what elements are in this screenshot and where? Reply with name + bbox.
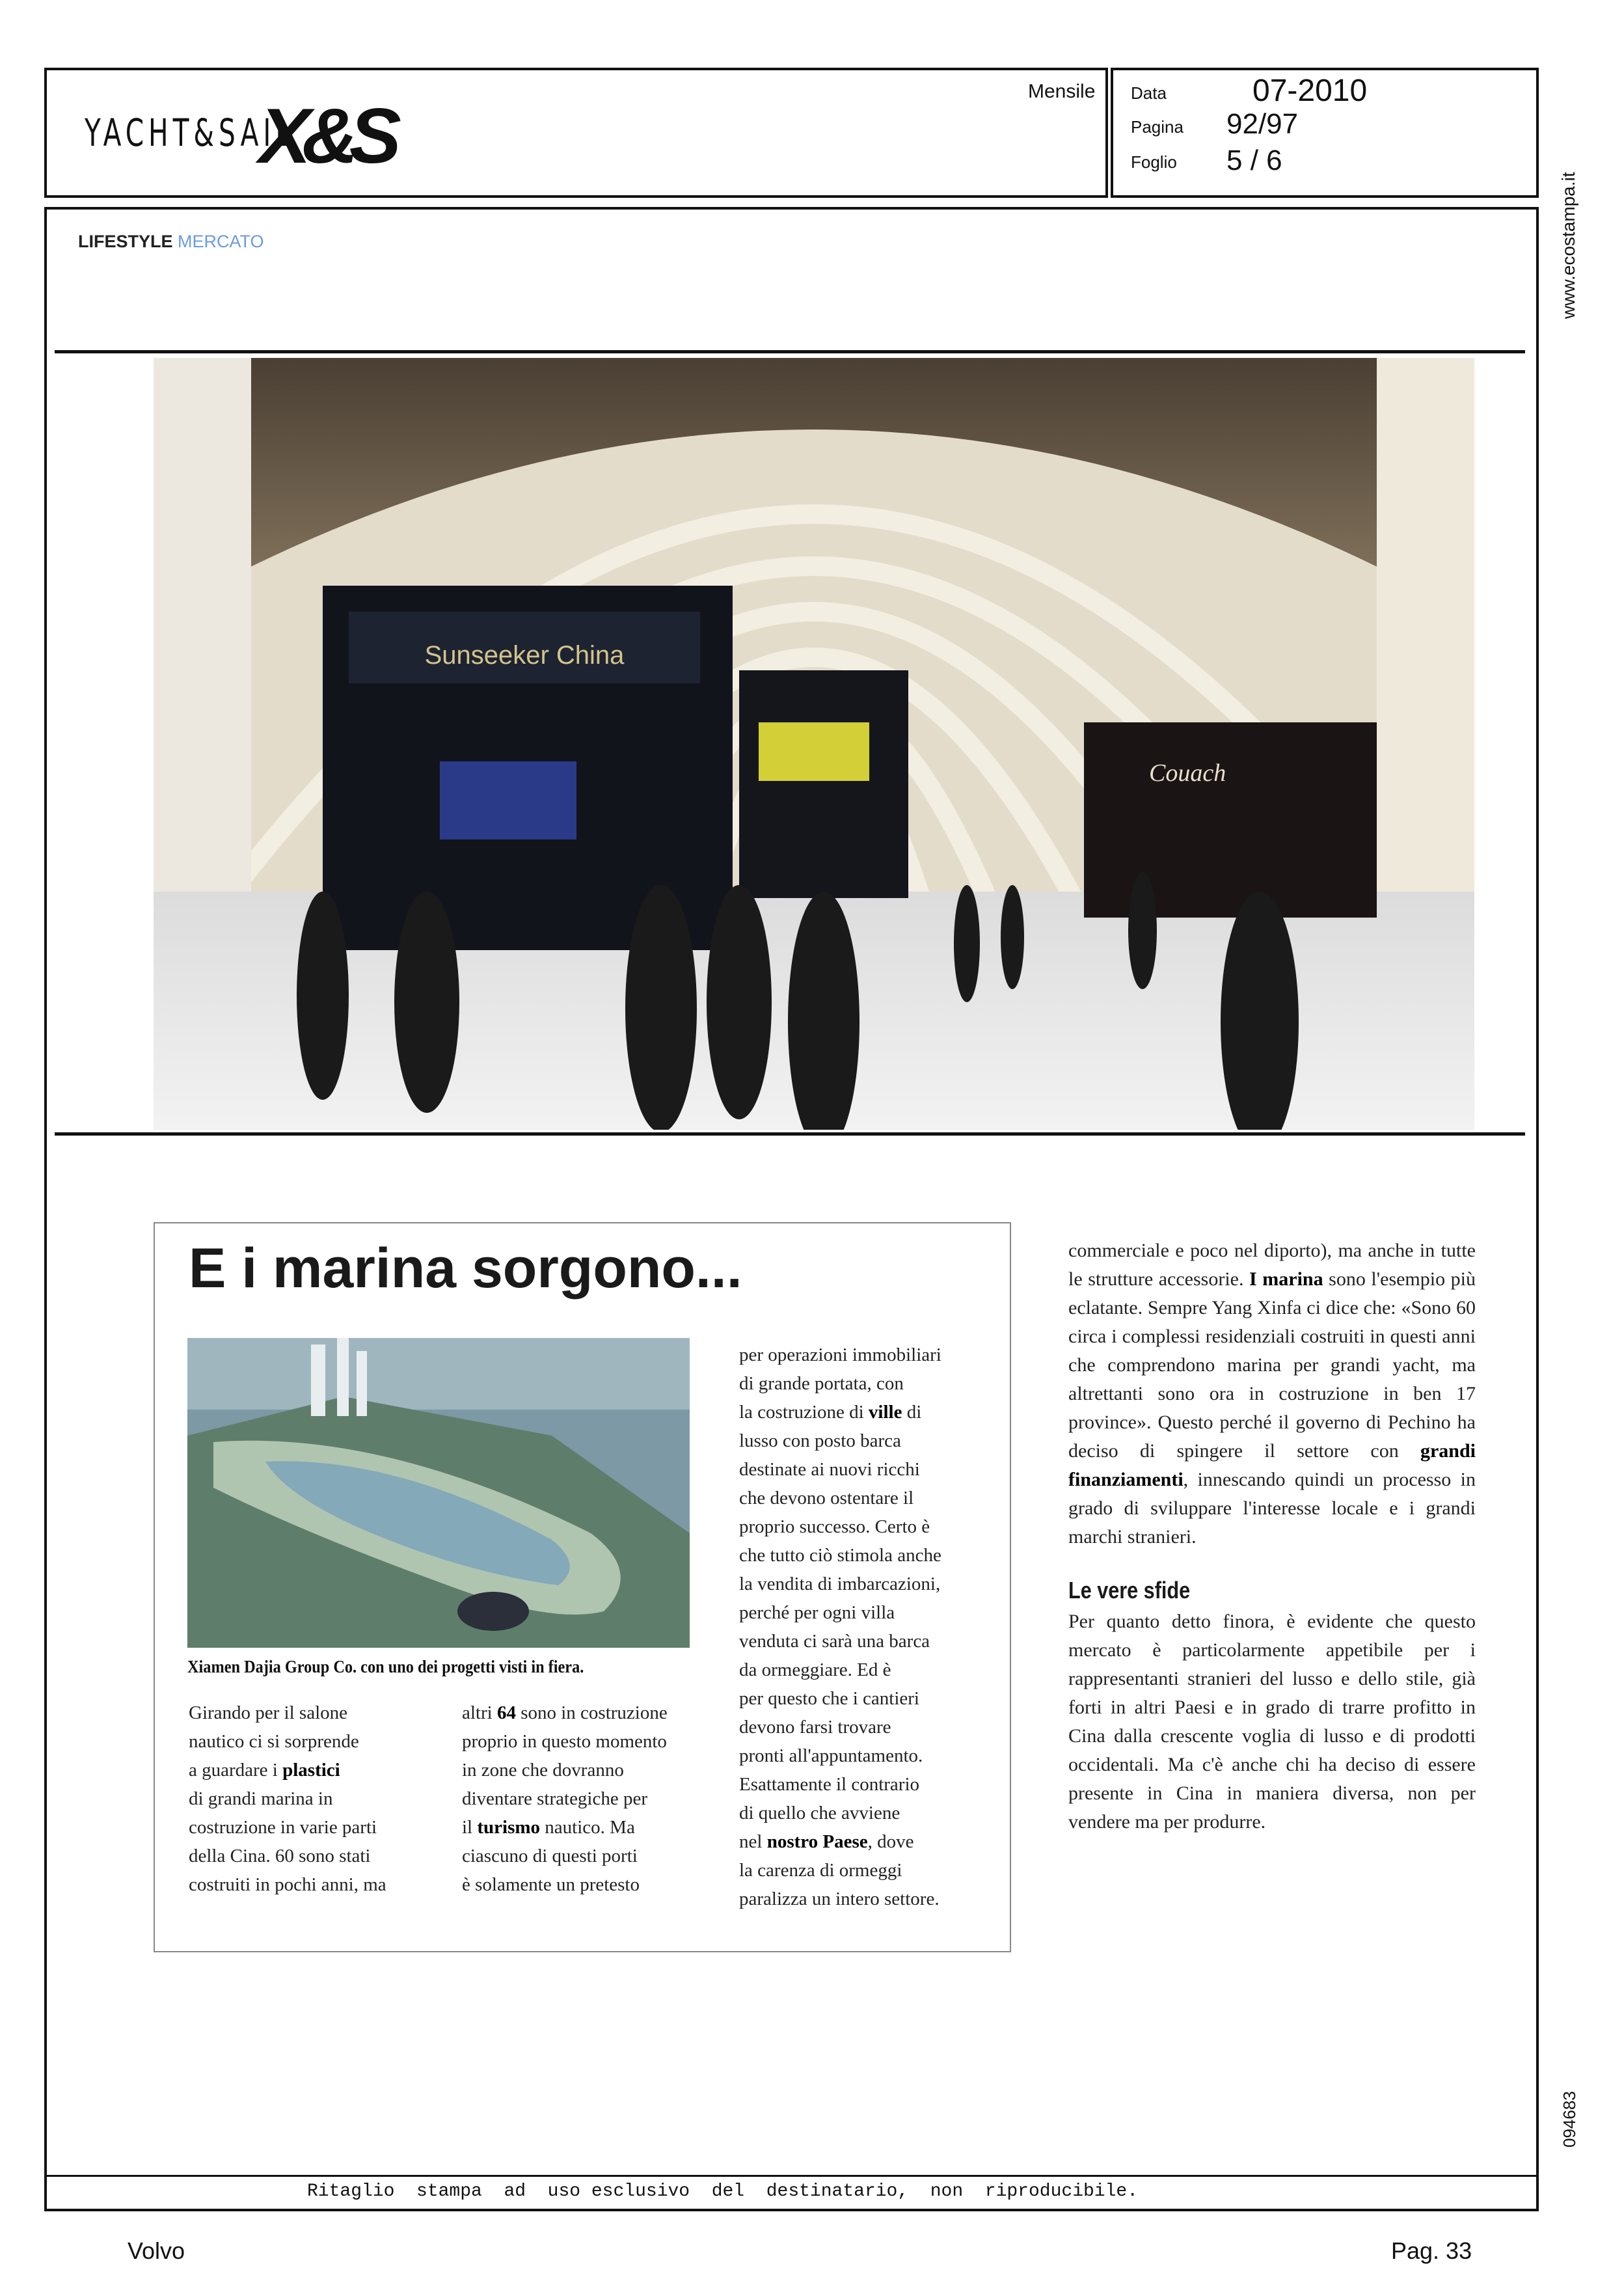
logo-text: YACHT&SAIL: [85, 111, 295, 155]
footer-page-number: Pag. 33: [1391, 2237, 1472, 2264]
box-col3-text: la costruzione di: [739, 1402, 869, 1423]
box-col2-bold: turismo: [477, 1817, 541, 1838]
box-col3-line: devono farsi trovare: [739, 1717, 891, 1738]
box-col1-line: di grandi marina in: [189, 1788, 333, 1809]
box-col2-line: in zone che dovranno: [462, 1760, 624, 1781]
article-subheading: Le vere sfide: [1068, 1577, 1191, 1603]
sheet-label: Foglio: [1131, 152, 1177, 172]
box-col1-line: costruiti in pochi anni, ma: [189, 1874, 386, 1895]
sheet-value: 5 / 6: [1226, 144, 1282, 176]
box-col2-line: ciascuno di questi porti: [462, 1846, 638, 1866]
couach-stand-text: Couach: [1149, 759, 1226, 787]
page-value: 92/97: [1226, 108, 1299, 140]
clipping-code: 094683: [1560, 2091, 1579, 2148]
box-col1-text: a guardare i: [189, 1760, 283, 1781]
footer-client: Volvo: [128, 2237, 185, 2264]
article-text: sono l'esempio più eclatante. Sempre Yang Xinfa ci dice che: «Sono 60 circa i complessi residenziali costruiti in questi anni che comprendono marina per grandi yacht, ma altrettanti sono ora in costruzione in ben 17 province». Questo perché il governo di Pechino ha deciso di spingere il settore con: [1068, 1268, 1476, 1462]
photo-top-rule: [55, 350, 1525, 353]
photo-bottom-rule: [55, 1132, 1525, 1136]
box-col3-line: [739, 1398, 1006, 1426]
date-value: 07-2010: [1252, 74, 1368, 108]
article-bold: I marina: [1249, 1268, 1323, 1290]
article-text: , innescando quindi un processo in grado di sviluppare l'interesse locale e i grandi marchi stranieri.: [1068, 1469, 1476, 1548]
box-col2-text: sono in costruzione: [515, 1702, 668, 1723]
feature-box-title: E i marina sorgono...: [189, 1237, 742, 1300]
footer-divider: [44, 2175, 1539, 2177]
box-col1-line: [189, 1756, 436, 1784]
box-column-3: [739, 1341, 1006, 1913]
box-column-1: [189, 1699, 436, 1899]
page-label: Pagina: [1131, 117, 1184, 137]
article-paragraph-2: Per quanto detto finora, è evidente che questo mercato è particolarmente appetibile per i rappresentanti stranieri del lusso e dello stile, già forti in altri Paesi e in grado di trarre profitto in Cina dalla crescente voglia di lusso e di prodotti occidentali. Ma c'è anche chi ha deciso di essere presente in Cina in maniera diversa, non per vendere ma per produrre.: [1068, 1611, 1476, 1833]
box-col1-line: nautico ci si sorprende: [189, 1731, 359, 1752]
box-col3-line: la carenza di ormeggi: [739, 1860, 902, 1881]
box-col2-line: [462, 1699, 722, 1727]
box-col2-line: diventare strategiche per: [462, 1788, 648, 1809]
box-col1-line: Girando per il salone: [189, 1702, 348, 1723]
publication-logo: [85, 91, 392, 180]
date-label: Data: [1131, 83, 1167, 103]
box-col3-line: proprio successo. Certo è: [739, 1516, 930, 1537]
box-col3-line: paralizza un intero settore.: [739, 1889, 940, 1909]
exhibition-hall-photo: [154, 358, 1474, 1130]
article-paragraph-1: [1068, 1236, 1476, 1551]
box-col3-bold: nostro Paese: [766, 1831, 868, 1852]
article-bold: grandi finanziamenti: [1068, 1440, 1476, 1490]
box-col2-text: il: [462, 1817, 478, 1838]
box-col3-line: [739, 1827, 1006, 1856]
box-col2-line: è solamente un pretesto: [462, 1874, 640, 1895]
box-col1-line: della Cina. 60 sono stati: [189, 1846, 371, 1866]
section-label-sub: MERCATO: [178, 232, 264, 251]
box-col2-text: altri: [462, 1702, 497, 1723]
box-col3-line: che tutto ciò stimola anche: [739, 1545, 941, 1566]
box-col2-text: nautico. Ma: [540, 1817, 635, 1838]
box-col1-bold: plastici: [282, 1760, 340, 1781]
logo-mark: X&S: [259, 92, 392, 180]
box-col1-line: costruzione in varie parti: [189, 1817, 377, 1838]
box-col3-text: , dove: [867, 1831, 914, 1852]
marina-project-photo: [187, 1338, 690, 1648]
box-col3-line: lusso con posto barca: [739, 1430, 901, 1451]
article-column: [1068, 1236, 1476, 1836]
box-col3-line: di quello che avviene: [739, 1803, 900, 1823]
box-col2-bold: 64: [496, 1702, 516, 1723]
box-col3-bold: ville: [868, 1402, 902, 1423]
side-url: www.ecostampa.it: [1558, 172, 1578, 319]
box-col3-text: nel: [739, 1831, 767, 1852]
box-col2-line: [462, 1813, 722, 1842]
box-col3-line: che devono ostentare il: [739, 1488, 914, 1508]
box-col3-line: la vendita di imbarcazioni,: [739, 1574, 941, 1594]
clipping-notice: Ritaglio stampa ad uso esclusivo del destinatario, non riproducibile.: [307, 2181, 1139, 2202]
box-col3-line: per questo che i cantieri: [739, 1688, 919, 1709]
exhibition-hall-illustration: [154, 358, 1474, 1130]
section-label-main: LIFESTYLE: [78, 232, 173, 251]
box-col3-line: Esattamente il contrario: [739, 1774, 920, 1795]
box-col3-line: di grande portata, con: [739, 1373, 904, 1394]
box-col3-line: da ormeggiare. Ed è: [739, 1659, 891, 1680]
box-col2-line: proprio in questo momento: [462, 1731, 667, 1752]
frequency-label: Mensile: [1028, 81, 1096, 102]
box-col3-line: per operazioni immobiliari: [739, 1344, 941, 1365]
marina-photo-caption: Xiamen Dajia Group Co. con uno dei progetti visti in fiera.: [187, 1657, 584, 1676]
marina-illustration: [187, 1338, 690, 1648]
article-text: commerciale e poco nel diporto), ma anche in tutte le strutture accessorie.: [1068, 1240, 1476, 1290]
box-col3-line: perché per ogni villa: [739, 1602, 895, 1623]
box-col3-text: di: [902, 1402, 922, 1423]
box-col3-line: venduta ci sarà una barca: [739, 1631, 930, 1652]
box-column-2: [462, 1699, 722, 1899]
box-col3-line: pronti all'appuntamento.: [739, 1745, 923, 1766]
sunseeker-banner-text: Sunseeker China: [424, 641, 625, 670]
section-label: [78, 232, 264, 252]
box-col3-line: destinate ai nuovi ricchi: [739, 1459, 920, 1480]
